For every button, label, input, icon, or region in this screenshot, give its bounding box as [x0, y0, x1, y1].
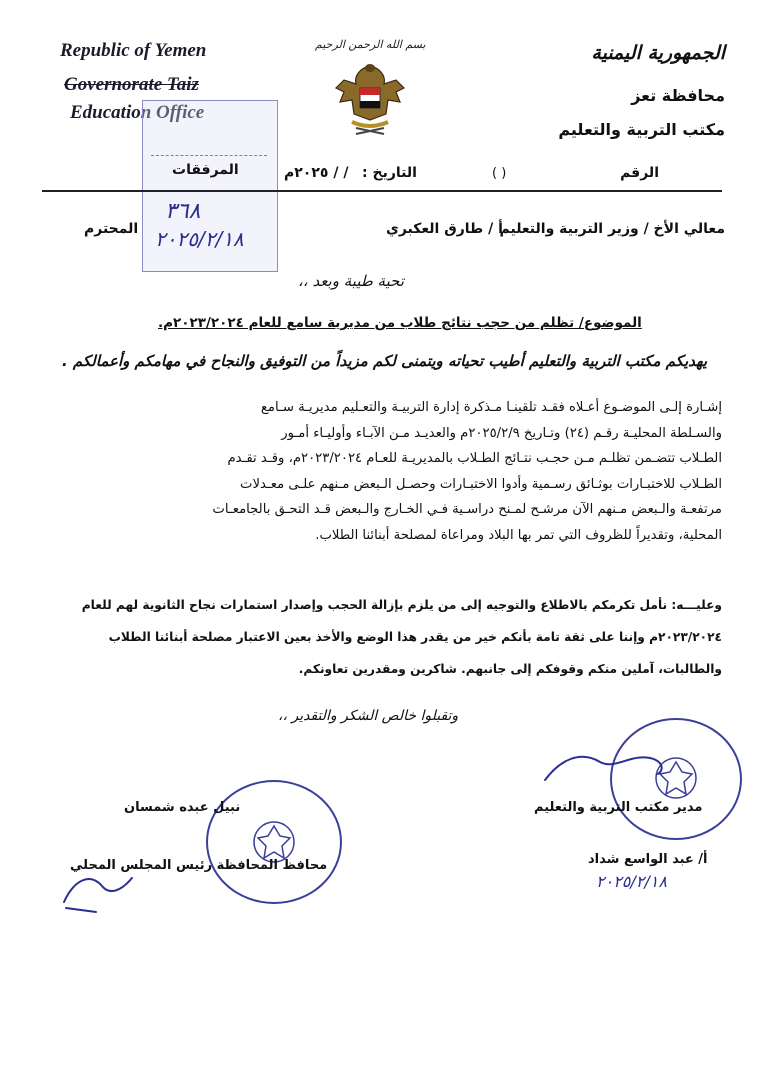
date-label: التاريخ : — [362, 165, 417, 181]
left-signer-name: نبيل عبده شمسان — [124, 800, 241, 815]
ref-label: الرقم — [620, 165, 659, 181]
header-en-line-1: Republic of Yemen — [60, 40, 207, 61]
request-line: ٢٠٢٣/٢٠٢٤م وإننا على ثقة تامة بأنكم خير من يقدر هذا الوضع والأخذ بعين الاعتبار مصلحة أبنائنا الطلاب — [108, 630, 722, 644]
header-ar-line-2: محافظة تعز — [631, 86, 725, 105]
yemen-emblem-icon — [330, 58, 410, 140]
right-signer-name: أ/ عبد الواسع شداد — [588, 852, 708, 867]
body-line: الطـلاب تتضـمن تظلـم مـن حجـب نتـائج الطـلاب بالمديريـة للعـام ٢٠٢٣/٢٠٢٤م، وقـد تقـدم — [227, 451, 722, 467]
inbox-stamp — [142, 100, 278, 272]
header-divider — [42, 190, 722, 192]
governor-seal — [206, 780, 342, 904]
inbox-stamp-lines — [151, 115, 267, 156]
header-en-line-2: Governorate Taiz — [64, 74, 199, 95]
body-line: الطـلاب للاختبـارات بوثـائق رسـمية وأدوا الاختبـارات وحصـل الـبعض مـنهم علـى معـدلات — [240, 476, 722, 492]
left-signer-title: محافظ المحافظة رئيس المجلس المحلي — [70, 858, 328, 873]
header-ar-line-1: الجمهورية اليمنية — [591, 42, 725, 64]
request-line: وعليـــه: نأمل تكرمكم بالاطلاع والتوجيه إلى من يلزم بإزالة الحجب وإصدار استمارات نجاح الثانوية لهم للعام — [81, 598, 722, 612]
header-ar-line-3: مكتب التربية والتعليم — [558, 120, 725, 139]
closing: وتقبلوا خالص الشكر والتقدير ،، — [278, 708, 459, 724]
body-line: مرتفعـة والـبعض مـنهم الآن مرشـح لمـنح دراسـية فـي الخـارج والـبعض قـد التحـق بالجامعـات — [212, 502, 722, 518]
request-paragraph — [62, 589, 722, 685]
addressee-honorific: المحترم — [84, 221, 139, 237]
header-en-line-3: Education Office — [70, 102, 205, 123]
inbox-stamp-date: ٢٠٢٥/٢/١٨ — [155, 227, 244, 251]
right-signature — [540, 740, 670, 800]
date-value: / / ٢٠٢٥م — [284, 165, 349, 181]
subject: الموضوع/ تظلم من حجب نتائج طلاب من مديرية سامع للعام ٢٠٢٣/٢٠٢٤م. — [158, 315, 642, 331]
body-line: إشـارة إلـى الموضـوع أعـلاه فقـد تلقينـا مـذكرة إدارة التربيـة والتعـليم مديريـة سـامع — [260, 400, 722, 415]
basmala: بسم الله الرحمن الرحيم — [315, 38, 426, 51]
addressee-title: معالي الأخ / وزير التربية والتعليم — [499, 221, 725, 237]
body-line: المحلية، وتقديراً للظروف التي تمر بها البلاد ومراعاة لمصلحة أبنائنا الطلاب. — [315, 527, 722, 543]
left-signature — [56, 860, 146, 920]
intro-line: يهديكم مكتب التربية والتعليم أطيب تحياته ويتمنى لكم مزيداً من التوفيق والنجاح في مهامكم وأعمالكم . — [62, 352, 708, 370]
greeting: تحية طيبة وبعد ،، — [298, 272, 404, 290]
addressee-name: أ / طارق العكبري — [386, 221, 503, 237]
attachments-label: المرفقات — [172, 162, 239, 178]
ref-paren: ( ) — [492, 166, 507, 181]
right-signer-title: مدير مكتب التربية والتعليم — [534, 800, 703, 815]
inbox-stamp-number: ٣٦٨ — [165, 199, 201, 224]
body-paragraph — [66, 395, 722, 549]
body-line: والسـلطة المحليـة رقـم (٢٤) وتـاريخ ٢٠٢٥/٢/٩م والعديـد مـن الآبـاء وأوليـاء أمـور — [281, 425, 722, 441]
right-signature-date: ٢٠٢٥/٢/١٨ — [596, 872, 667, 891]
request-line: والطالبات، آملين منكم وقوفكم إلى جانبهم. شاكرين ومقدرين تعاونكم. — [298, 662, 722, 676]
